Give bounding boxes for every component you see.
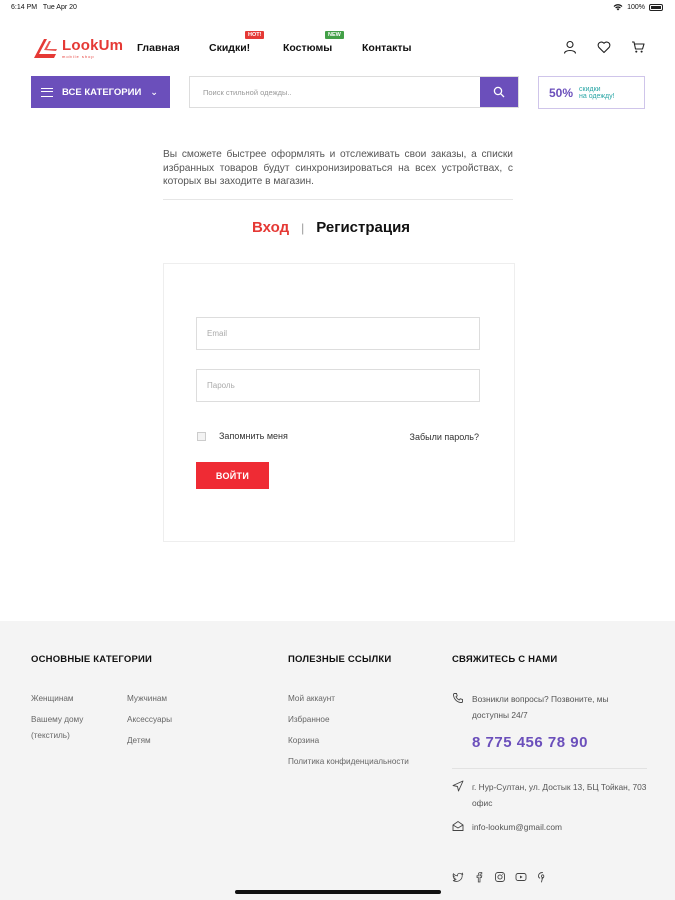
footer-divider xyxy=(452,768,647,769)
home-indicator xyxy=(235,890,441,894)
logo-mark-icon xyxy=(32,36,60,60)
user-icon[interactable] xyxy=(563,40,577,54)
menu-icon xyxy=(41,88,53,97)
forgot-password-link[interactable]: Забыли пароль? xyxy=(409,432,479,442)
auth-tabs xyxy=(252,219,410,236)
heart-icon[interactable] xyxy=(597,40,611,54)
promo-percent: 50% xyxy=(549,85,574,100)
login-card xyxy=(163,263,515,542)
footer-link-accessories[interactable]: Аксессуары xyxy=(127,715,172,724)
status-bar xyxy=(0,0,675,16)
password-field-wrapper xyxy=(196,369,480,402)
nav-suits-label: Костюмы xyxy=(283,42,333,54)
footer-link-women[interactable]: Женщинам xyxy=(31,694,74,703)
login-button[interactable]: ВОЙТИ xyxy=(196,462,269,489)
contact-address: г. Нур-Султан, ул. Достык 13, БЦ Тойкан, 703 офис xyxy=(472,782,647,808)
promo-line-1: скидки xyxy=(579,85,601,93)
contact-phone[interactable]: 8 775 456 78 90 xyxy=(472,734,588,751)
nav-sales[interactable] xyxy=(209,32,262,54)
remember-label: Запомнить меня xyxy=(219,431,288,441)
facebook-icon[interactable] xyxy=(473,871,485,883)
promo-line-2: на одежду! xyxy=(579,92,615,100)
phone-icon xyxy=(452,692,464,704)
brand-name: LookUm xyxy=(62,36,124,54)
search-button[interactable] xyxy=(480,77,518,107)
location-arrow-icon xyxy=(452,780,464,792)
contact-email[interactable]: info-lookum@gmail.com xyxy=(472,822,562,832)
promo-text xyxy=(579,86,615,100)
new-badge: NEW xyxy=(325,31,344,39)
nav-suits[interactable] xyxy=(283,32,341,54)
nav-home[interactable]: Главная xyxy=(137,42,180,54)
footer-link-home-textile[interactable]: Вашему дому (текстиль) xyxy=(31,715,84,740)
logo[interactable] xyxy=(32,36,123,60)
footer-contact-title: СВЯЖИТЕСЬ С НАМИ xyxy=(452,654,558,665)
tab-register[interactable]: Регистрация xyxy=(316,219,411,236)
footer-categories-title: ОСНОВНЫЕ КАТЕГОРИИ xyxy=(31,654,153,665)
search-input[interactable] xyxy=(190,77,480,107)
tab-login[interactable]: Вход xyxy=(252,219,290,236)
all-categories-label: ВСЕ КАТЕГОРИИ xyxy=(62,86,142,98)
nav-sales-label: Скидки! xyxy=(209,42,251,54)
logo-text xyxy=(62,38,123,59)
nav-contacts[interactable]: Контакты xyxy=(362,42,412,54)
battery-percent: 100% xyxy=(627,3,645,11)
footer-link-cart[interactable]: Корзина xyxy=(288,736,320,745)
battery-icon xyxy=(649,4,663,11)
footer-link-favorites[interactable]: Избранное xyxy=(288,715,330,724)
divider xyxy=(163,199,513,200)
footer-link-kids[interactable]: Детям xyxy=(127,736,151,745)
twitter-icon[interactable] xyxy=(452,871,464,883)
all-categories-button[interactable] xyxy=(31,76,170,108)
mail-icon xyxy=(452,820,464,832)
pinterest-icon[interactable] xyxy=(536,871,548,883)
status-time: 6:14 PM Tue Apr 20 xyxy=(11,4,77,11)
contact-question: Возникли вопросы? Позвоните, мы доступны 24/7 xyxy=(472,694,609,720)
header-icons xyxy=(563,40,645,54)
youtube-icon[interactable] xyxy=(515,871,527,883)
brand-tagline: mobile shop xyxy=(62,53,95,59)
footer-links-title: ПОЛЕЗНЫЕ ССЫЛКИ xyxy=(288,654,392,665)
footer-link-privacy[interactable]: Политика конфиденциальности xyxy=(288,757,409,766)
chevron-down-icon: ⌄ xyxy=(150,86,158,97)
status-right xyxy=(613,3,663,11)
email-field-wrapper xyxy=(196,317,480,350)
wifi-icon xyxy=(613,3,623,11)
footer-link-men[interactable]: Мужчинам xyxy=(127,694,168,703)
remember-checkbox[interactable] xyxy=(197,432,206,441)
search-icon xyxy=(493,86,505,98)
remember-me[interactable] xyxy=(197,431,288,441)
tab-separator: | xyxy=(301,220,305,235)
footer-link-account[interactable]: Мой аккаунт xyxy=(288,694,336,703)
hot-badge: HOT! xyxy=(245,31,264,39)
instagram-icon[interactable] xyxy=(494,871,506,883)
search-bar xyxy=(189,76,519,108)
cart-icon[interactable] xyxy=(631,40,645,54)
intro-text: Вы сможете быстрее оформлять и отслеживать свои заказы, а списки избранных товаров будут синхронизироваться на всех устройствах, с которых вы заходите в магазин. xyxy=(163,149,513,187)
email-field[interactable] xyxy=(197,318,479,349)
promo-banner[interactable] xyxy=(538,76,645,109)
social-links xyxy=(452,871,548,883)
password-field[interactable] xyxy=(197,370,479,401)
